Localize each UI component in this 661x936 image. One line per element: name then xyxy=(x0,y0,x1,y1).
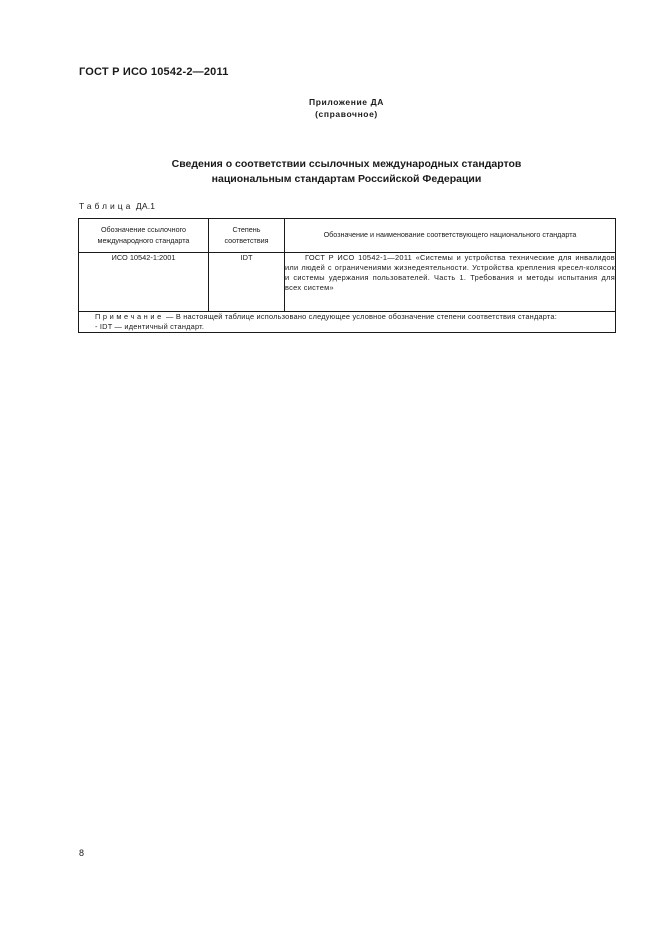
cell-national-standard-text: ГОСТ Р ИСО 10542-1—2011 «Системы и устройства технические для инвалидов или людей с ограничениями жизнедеятельности. Устройства крепления кресел-колясок и системы удержания пользователей. Часть 1. Требования и методы испытания для всех систем» xyxy=(285,253,615,292)
document-title-line-2: национальным стандартам Российской Федерации xyxy=(211,173,482,185)
document-title-line-1: Сведения о соответствии ссылочных международных стандартов xyxy=(171,158,522,170)
note-item: - IDT — идентичный стандарт. xyxy=(95,322,205,331)
cell-ref-standard: ИСО 10542-1:2001 xyxy=(79,253,209,312)
header-ref-standard xyxy=(79,219,209,253)
header-national-standard: Обозначение и наименование соответствующего национального стандарта xyxy=(285,219,616,253)
page-header: ГОСТ Р ИСО 10542-2—2011 xyxy=(79,66,229,78)
appendix-type: (справочное) xyxy=(315,109,378,119)
header-degree xyxy=(209,219,285,253)
correspondence-table xyxy=(78,218,616,333)
table-caption xyxy=(79,201,155,211)
appendix-title: Приложение ДА xyxy=(309,97,384,107)
table-caption-label: Таблица xyxy=(79,201,134,211)
table-row xyxy=(79,253,616,312)
cell-national-standard xyxy=(285,253,616,312)
header-degree-line-1: Степень xyxy=(232,225,261,234)
table-note xyxy=(79,312,616,333)
document-title xyxy=(0,157,661,187)
table-note-row xyxy=(79,312,616,333)
header-ref-standard-line-2: международного стандарта xyxy=(97,235,190,245)
appendix-heading xyxy=(0,96,661,120)
table-header-row xyxy=(79,219,616,253)
table-caption-number: ДА.1 xyxy=(135,201,156,211)
header-degree-line-2: соответствия xyxy=(224,235,269,245)
page-number: 8 xyxy=(79,848,85,858)
note-body: — В настоящей таблице использовано следующее условное обозначение степени соответствия стандарта: xyxy=(163,312,557,321)
note-text xyxy=(79,312,615,322)
note-label: Примечание xyxy=(95,312,164,321)
header-ref-standard-line-1: Обозначение ссылочного xyxy=(100,225,187,234)
cell-degree: IDT xyxy=(209,253,285,312)
